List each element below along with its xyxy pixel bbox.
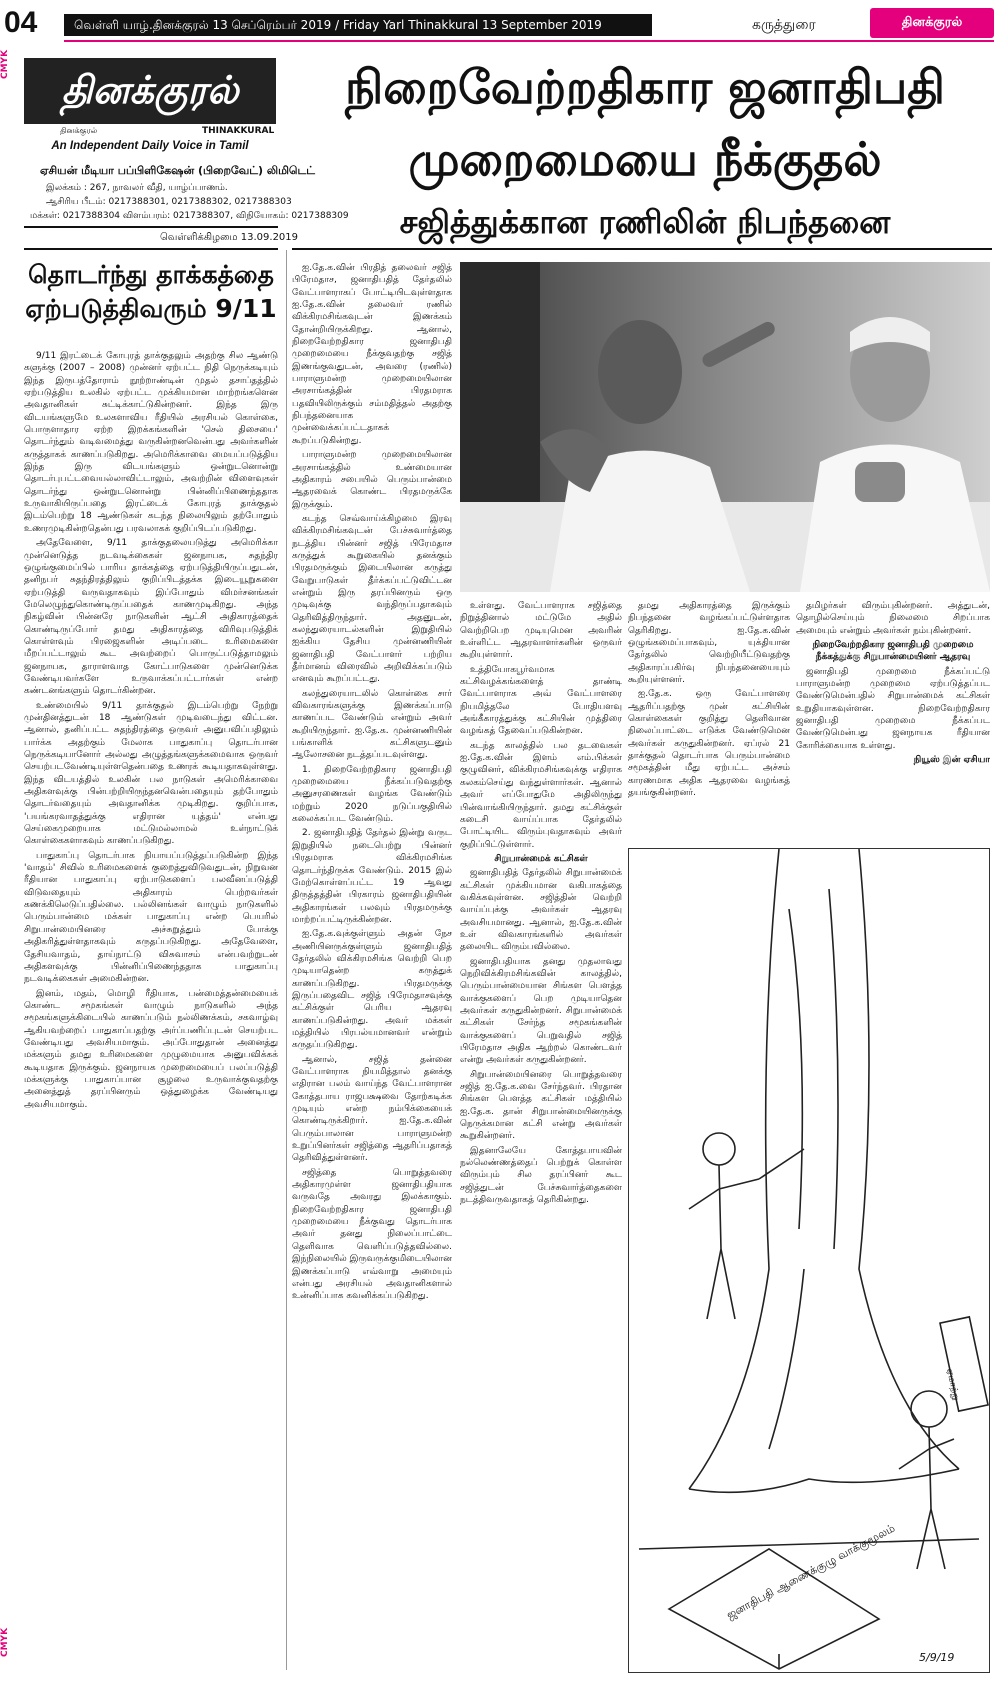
article-paragraph: தமிழர்கள் விரும்புகின்றனர். அத்துடன், தொழில்செய்யும் நிலைமை சிறப்பாக அமையும் என்றும் அவர்கள் நம்புகின்றனர். <box>796 601 990 636</box>
editorial-title-line2: ஏற்படுத்திவரும் 9/11 <box>25 294 277 323</box>
article-paragraph: ஐ.தே.க.வுக்குள்ளும் அதன் நேச அணியினருக்குள்ளும் ஜனாதிபதித் தேர்தலில் விக்கிரமசிங்க வெற்றி பெற முடியாதென்ற கருத்துக் காணப்படுகிறது. பிரதமருக்கு இருப்பதைவிட சஜித் பிரேமதாசவுக்கு கட்சிக்குள் பெரிய ஆதரவு காணப்படுகின்றது. அவர் மக்கள் மத்தியில் பிரபல்யமானவர் என்றும் கருதப்படுகிறது. <box>292 929 452 1051</box>
headline-subtitle: சஜித்துக்கான ரணிலின் நிபந்தனை <box>399 203 891 241</box>
article-paragraph: கலந்துரையாடலில் கொள்கை சார் விவகாரங்களுக்கு இணக்கப்பாடு காணப்பட வேண்டும் என்றும் அவர் கூறியிருந்தார். ஐ.தே.க. முன்னணியின் பங்காளிக் கட்சிகளுடனும் ஆலோசனை நடத்தப்படவுள்ளது. <box>292 688 452 761</box>
masthead-rule <box>24 226 278 228</box>
editorial-title-line1: தொடர்ந்து தாக்கத்தை <box>28 260 274 289</box>
article-paragraph: ஜனாதிபதித் தேர்தலில் சிறுபான்மைக் கட்சிகள் முக்கியமான வகிபாகத்தை வகிக்கவுள்ளன. சஜித்தின் வெற்றி வாய்ப்புக்கு அவர்கள் ஆதரவு அவசியமானது. ஆனால், ஐ.தே.க.வின் உள் விவகாரங்களில் அவர்கள் தலையிட விரும்பவில்லை. <box>460 868 622 953</box>
article-paragraph: உள்ளது. வேட்பாளராக சஜித்தை நிறுத்தினால் மட்டுமே அதில் வெற்றிபெற முடியுமென அவரின் உள்ளிட்ட ஆதரவாளர்களின் ஒருவர் கூறியுள்ளார். <box>460 601 622 661</box>
article-paragraph: இதனாலேயே கோத்தபாயவின் நல்லெண்ணத்தைப் பெற்றுக் கொள்ள விரும்பும் சில தரப்பினர் கூட சஜித்துடன் பேச்சுவார்த்தைகளை நடத்திவருவதாகத் தெரிகின்றது. <box>460 1145 622 1206</box>
header-date-bar: வெள்ளி யாழ்.தினக்குரல் 13 செப்ரெம்பர் 2019 / Friday Yarl Thinakkural 13 September 2019 <box>64 14 652 36</box>
masthead-tagline: An Independent Daily Voice in Tamil <box>51 140 249 152</box>
editorial-paragraph: இனம், மதம், மொழி ரீதியாக, பன்மைத்தன்மையைக் கொண்ட சமூகங்கள் வாழும் நாடுகளில் அந்த சமூகங்களுக்கிடையில் காணப்படும் நல்லிணக்கம், சகவாழ்வு ஆகியவற்றைப் பாதுகாப்பதற்கு அர்ப்பணிப்புடன் செயற்பட வேண்டியது அவசியமாகும். அப்போதுதான் அனைத்து மக்களும் தமது உரிமைகளை முழுமையாக அனுபவிக்கக் கூடியதாக இருக்கும். ஜனநாயக முறைமையைப் பலப்படுத்தி மக்களுக்கு பாதுகாப்பான சூழலை உருவாக்குவதற்கு அனைத்துத் தரப்பினரும் ஒத்துழைக்க வேண்டியது அவசியமாகும். <box>24 988 278 1110</box>
cartoon-small-sign: ஏமாற்று <box>944 1367 961 1402</box>
article-column-2 <box>460 600 622 1672</box>
article-paragraph: கடந்த செவ்வாய்க்கிழமை இரவு விக்கிரமசிங்கவுடன் பேச்சுவார்த்தை நடத்திய பின்னர் சஜித் பிரேமதாச கருத்துக் கூறுகையில் தனக்கும் பிரதமருக்கும் இடையிலான கருத்து வேறுபாடுகள் தீர்க்கப்பட்டுவிட்டன என்றும் இரு தரப்பினரும் ஒரு முடிவுக்கு வந்திருப்பதாகவும் தெரிவித்திருந்தார். அதனுடன், கலந்துரையாடல்களின் இறுதியில் ஐக்கிய தேசிய முன்னணியின் ஜனாதிபதி வேட்பாளர் பற்றிய தீர்மானம் விரைவில் அறிவிக்கப்படும் எனவும் கூறப்பட்டது. <box>292 513 452 685</box>
editorial-paragraph: உண்மையில் 9/11 தாக்குதல் இடம்பெற்று நேற்று முன்தினத்துடன் 18 ஆண்டுகள் முடிவடைந்து விட்டன. ஆனால், தனிப்பட்ட சுதந்திரத்தை ஒருவர் அனுபவிப்பதிலும் பார்க்க அதற்கும் மேலாக பாதுகாப்பு தொடர்பான நெருக்கடியானோர் அல்லது அழுத்தங்களுக்கமைவாக ஒருவர் செயற்படவேண்டியுள்ளதென்பதை உணரக் கூடியதாகவுள்ளது. இந்த விடயத்தில் உலகின் பல நாடுகள் அமெரிக்காவை அதிகளவுக்கு பின்பற்றியிருந்தனவென்பதையும் தற்போதும் தொடர்வதையும் அவதானிக்க முடிகிறது. குறிப்பாக, 'பயங்கரவாதத்துக்கு எதிரான யுத்தம்' என்பது செய்கைமுறையாக மட்டுமல்லாமல் உள்நாட்டுக் கொள்கைகளாகவும் காணப்படுகிறது. <box>24 700 278 847</box>
page-number: 04 <box>4 6 38 39</box>
article-paragraph: சிறுபான்மையினரை பொறுத்தவரை சஜித் ஐ.தே.க.வை சேர்ந்தவர். பிரதான சிங்கள பௌத்த கட்சிகள் மத்தியில் ஐ.தே.க. தான் சிறுபான்மையினருக்கு நெருக்கமான கட்சி என்று அவர்கள் கூறுகின்றனர். <box>460 1069 622 1142</box>
article-paragraph: ஆனால், சஜித் தன்னை வேட்பாளராக நியமித்தால் தனக்கு எதிரான பலம் வாய்ந்த வேட்பாளரான கோத்தபாய ராஜபக்ஷவை தோற்கடிக்க முடியும் என்ற நம்பிக்கையைக் கொண்டிருக்கிறார். ஐ.தே.க.வின் பெரும்பாலான பாராளுமன்ற உறுப்பினர்கள் சஜித்தை ஆதரிப்பதாகத் தெரிவித்துள்ளனர். <box>292 1054 452 1164</box>
section-label: கருத்துரை <box>752 17 816 33</box>
headline-line2: முறைமையை நீக்குதல் <box>408 132 882 186</box>
column-divider <box>286 250 287 1670</box>
article-paragraph: தமது அதிகாரத்தை இருக்கும் நிபந்தனை வழங்கப்பட்டுள்ளதாக தெரிகிறது. ஐ.தே.க.வின் ஒழுங்கமைப்பாகவும், யுக்தியான தேர்தலில் வெற்றியீட்டுவதற்கு அதிகாரப்பகிர்வு நிபந்தனையையும் கூறியுள்ளனர். <box>628 601 790 686</box>
article-paragraph: பாராளுமன்ற முறைமையிலான அரசாங்கத்தில் உண்மையான அதிகாரம் சபையில் பெரும்பான்மை ஆதரவைக் கொண்ட பிரதமருக்கே இருக்கும். <box>292 450 452 510</box>
publisher-phones: ஆசிரிய பீடம்: 0217388301, 0217388302, 0217388303 <box>46 197 292 207</box>
masthead-sub-english: THINAKKURAL <box>202 126 275 136</box>
article-byline: நியூஸ் இன் ஏசியா <box>913 755 990 766</box>
publisher-name: ஏசியன் மீடியா பப்பிளிகேஷன் (பிறைவேட்) லிமிடெட் <box>40 164 315 177</box>
editorial-body <box>24 350 278 1668</box>
news-photo <box>460 262 990 592</box>
editorial-cartoon <box>628 848 990 1673</box>
issue-date: வெள்ளிக்கிழமை 13.09.2019 <box>160 232 299 243</box>
editorial-paragraph: பாதுகாப்பு தொடர்பாக நியாயப்படுத்தப்படுகின்ற இந்த 'வாதம்' சிவில் உரிமைகளைக் குறைத்துவிடுவதுடன், நிறுவன ரீதியான பாதுகாப்பு ஏற்பாடுகளைப் பலவீனப்படுத்தி விடுவதையும் அதிகாரம் பெற்றவர்கள் கணக்கிலெடுப்பதில்லை. பல்லினங்கள் வாழும் நாடுகளில் பெரும்பான்மை மக்கள் பாதுகாப்பு என்ற பெயரில் சிறுபான்மையினரை அச்சுறுத்தும் போக்கு அதிகரித்துள்ளதாகவும் கருதப்படுகிறது. அதேவேளை, தேசியவாதம், தாய்நாட்டு விசுவாசம் என்பவற்றுடன் அதிகளவுக்கு பின்னிப்பிணைந்ததாக பாதுகாப்பு நடவடிக்கைகள் அமைகின்றன. <box>24 850 278 985</box>
headline-line1: நிறைவேற்றதிகார ஜனாதிபதி <box>345 60 945 114</box>
headline-rule <box>292 248 992 250</box>
publisher-address: இலக்கம் : 267, நாவலர் வீதி, யாழ்ப்பாணம். <box>46 183 228 193</box>
editorial-paragraph: 9/11 இரட்டைக் கோபுரத் தாக்குதலும் அதற்கு சில ஆண்டு களுக்கு (2007 – 2008) முன்னர் ஏற்பட்ட நிதி நெருக்கடியும் இந்த இருபத்தோராம் நூற்றாண்டின் முதல் தசாப்தத்தில் ஏற்படுத்திய உலகில் ஏற்பட்ட முக்கியமான மாற்றங்களென அவதானிகள் சுட்டிக்காட்டுகின்றனர். இந்த இரு விடயங்களுமே உலகளாவிய ரீதியில் அரசியல் கொள்கை, பொருளாதார ஏற்ற இறக்கங்களின் 'செல் திசையை' தொடர்ந்தும் வடிவமைத்து வருகின்றனவென்பது அவர்களின் கருத்தாகக் காணப்படுகிறது. அமெரிக்காவை மையப்படுத்திய இந்த இரு விடயங்களும் ஒன்றுடனொன்று தொடர்புபட்டவையல்லாவிட்டாலும், அவற்றின் விளைவுகள் தொடர்ந்து ஒன்றுடனொன்று பின்னிப்பிணைந்ததாக உருவாகியிருப்பதை இரட்டைக் கோபுரத் தாக்குதல் இடம்பெற்று 18 ஆண்டுகள் கடந்த நிலையிலும் தற்போதும் உணரமுடிகின்றதென்பது பரவலாகக் குறிப்பிடப்படுகிறது. <box>24 351 278 534</box>
photo-illustration <box>460 262 990 592</box>
cmyk-mark-bottom: CMYK <box>0 1627 10 1657</box>
article-paragraph: ஐ.தே.க. ஒரு வேட்பாளரை ஆதரிப்பதற்கு முன் கட்சியின் கொள்கைகள் குறித்து தெளிவான நிலைப்பாட்டை எடுக்க வேண்டுமென அவர்கள் கருதுகின்றனர். ஏப்ரல் 21 தாக்குதல் தொடர்பாக பெரும்பான்மை சமூகத்தின் மீது ஏற்பட்ட அச்சம் காரணமாக அதிக ஆதரவை வழங்கத் தயங்குகின்றனர். <box>628 689 790 799</box>
header-logo: தினக்குரல் <box>870 8 994 38</box>
article-paragraph: ஐ.தே.க.வின் பிரதித் தலைவர் சஜித் பிரேமதாச, ஜனாதிபதித் தேர்தலில் வேட்பாளராகப் போட்டியிடவுள்ளதாக ஐ.தே.க.வின் தலைவர் ரணில் விக்கிரமசிங்கவுடன் இணக்கம் தோன்றியிருக்கிறது. ஆனால், நிறைவேற்றதிகார ஜனாதிபதி முறைமையை நீக்குவதற்கு சஜித் இணங்குவதுடன், அவரை (ரணில்) பாராளுமன்ற முறைமையிலான அரசாங்கத்தின் பிரதமராக பதவியிலிருக்கும் சம்மதித்தல் அதற்கு நிபந்தனையாக முன்வைக்கப்பட்டதாகக் கூறப்படுகின்றது. <box>292 263 452 446</box>
editorial-rule <box>24 248 278 250</box>
editorial-paragraph: அதேவேளை, 9/11 தாக்குதலையடுத்து அமெரிக்கா முன்னெடுத்த நடவடிக்கைகள் ஜனநாயக, சுதந்திர ஒழுங்குமைப்பில் பாரிய தாக்கத்தை ஏற்படுத்தியிருப்பதுடன், தனிநபர் சுதந்திரத்திலும் குறிப்பிடத்தக்க இடையூறுகளை ஏற்படுத்தி வருவதாகவும் இப்போதும் விமர்சனங்கள் மேலெழுந்துகொண்டிருப்பதைக் காணமுடிகிறது. அந்த நிகழ்வின் பின்னரே நாடுகளின் ஆட்சி அதிகாரத்தைக் கொண்டிருப்போர் தமது அதிகாரத்தை விரிவுபடுத்திக் கொள்ளவும் பிரஜைகளின் அடிப்படை உரிமைகளை மீறப்பட்டாலும் கூட அவற்றைப் பொருட்படுத்தாமலும் ஜனநாயக, தாராளவாத கோட்பாடுகளை முன்னெடுக்க வேண்டியவர்களே உருவாக்கப்பட்டார்கள் என்ற கண்டனங்களும் தொடர்கின்றன. <box>24 538 278 697</box>
header-rule <box>64 40 994 42</box>
article-paragraph: 1. நிறைவேற்றதிகார ஜனாதிபதி முறைமையை நீக்கப்படுவதற்கு அனுசரணைகள் வழங்க வேண்டும் மற்றும் 2020 நடுப்பகுதியில் கலைக்கப்பட வேண்டும். <box>292 764 452 825</box>
cartoonist-signature: 5/9/19 <box>919 1651 955 1664</box>
article-column-4 <box>796 600 990 840</box>
article-paragraph: கடந்த காலத்தில் பல தடவைகள் ஐ.தே.க.வின் இளம் எம்.பிக்கள் குழுவினர், விக்கிரமசிங்கவுக்கு எதிராக கலகம்செய்து வந்துள்ளார்கள். ஆனால் அவர் எப்போதுமே அதிலிருந்து பின்வாங்கியிருந்தார். தமது கட்சிக்குள் கடைசி வாய்ப்பாக தேர்தலில் போட்டியிட விரும்புவதாகவும் அவர் குறிப்பிட்டுள்ளார். <box>460 740 622 850</box>
editorial-title <box>24 258 278 326</box>
article-paragraph: 2. ஜனாதிபதித் தேர்தல் இன்று வருட இறுதியில் நடைபெற்று பின்னர் பிரதமராக விக்கிரமசிங்க தொடர்ந்திருக்க வேண்டும். 2015 இல் மேற்கொள்ளப்பட்ட 19 ஆவது திருத்தத்தின் பிரகாரம் ஜனாதிபதியின் அதிகாரங்கள் பலவும் பிரதமருக்கு மாற்றப்பட்டிருக்கின்றன. <box>292 828 452 925</box>
masthead-title: தினக்குரல் <box>24 58 276 124</box>
article-column-1 <box>292 262 452 1672</box>
article-column-3 <box>628 600 790 840</box>
article-paragraph: உத்தியோகபூர்வமாக கட்சிவழக்கங்களைத் தாண்டி வேட்பாளராக அவ் வேட்பாளரை நியமித்தலே போதியளவு அங்கீகாரத்துக்கு கட்சியின் முத்திரை வழங்கத் தேவைப்படுகின்றன. <box>460 664 622 737</box>
publisher-phones-2: மக்கள்: 0217388304 விளம்பரம்: 0217388307, விநியோகம்: 0217388309 <box>30 211 349 221</box>
subheading-minority-parties: சிறுபான்மைக் கட்சிகள் <box>494 853 588 864</box>
cartoon-drawing <box>629 849 989 1672</box>
masthead-sub-tamil: தினக்குரல் <box>60 126 98 135</box>
cmyk-mark-top: CMYK <box>0 49 10 79</box>
article-paragraph: ஜனாதிபதி முறைமை நீக்கப்பட்டு பாராளுமன்ற முறைமை ஏற்படுத்தப்பட வேண்டுமென்பதில் சிறுபான்மைக் கட்சிகள் உறுதியாகவுள்ளன. நிறைவேற்றதிகார ஜனாதிபதி முறைமை நீக்கப்பட வேண்டுமென்பது ஜனநாயக ரீதியான கோரிக்கையாக உள்ளது. <box>796 666 990 751</box>
article-paragraph: சஜித்தை பொறுத்தவரை அதிகாரமுள்ள ஜனாதிபதியாக வருவதே அவரது இலக்காகும். நிறைவேற்றதிகார ஜனாதிபதி முறைமையை நீக்குவது தொடர்பாக அவர் தனது நிலைப்பாட்டை தெளிவாக வெளிப்படுத்தவில்லை. இந்நிலையில் இருவருக்குமிடையிலான இணக்கப்பாடு எவ்வாறு அமையும் என்பது அரசியல் அவதானிகளால் உன்னிப்பாக கவனிக்கப்படுகிறது. <box>292 1167 452 1302</box>
cartoon-sign-text: ஜனாதிபதி ஆணைக்குழு வாக்குமூலம் <box>724 1521 898 1622</box>
article-paragraph: ஜனாதிபதியாக தனது முதலாவது நெறிவிக்கிரமசிங்கவின் காலத்தில், பெரும்பான்மையான சிங்கள பௌத்த வாக்குகளைப் பெற முடியாதென அவர்கள் கருதுகின்றனர். சிறுபான்மைக் கட்சிகள் சேர்ந்த சமூகங்களின் வாக்குகளைப் பெறுவதில் சஜித் பிரேமதாச அதிக ஆற்றல் கொண்டவர் என்று அவர்கள் கருதுகின்றனர். <box>460 956 622 1066</box>
subheading-presidency-abolition: நிறைவேற்றதிகார ஜனாதிபதி முறைமை நீக்கத்துக்கு சிறுபான்மையினர் ஆதரவு <box>812 640 974 663</box>
